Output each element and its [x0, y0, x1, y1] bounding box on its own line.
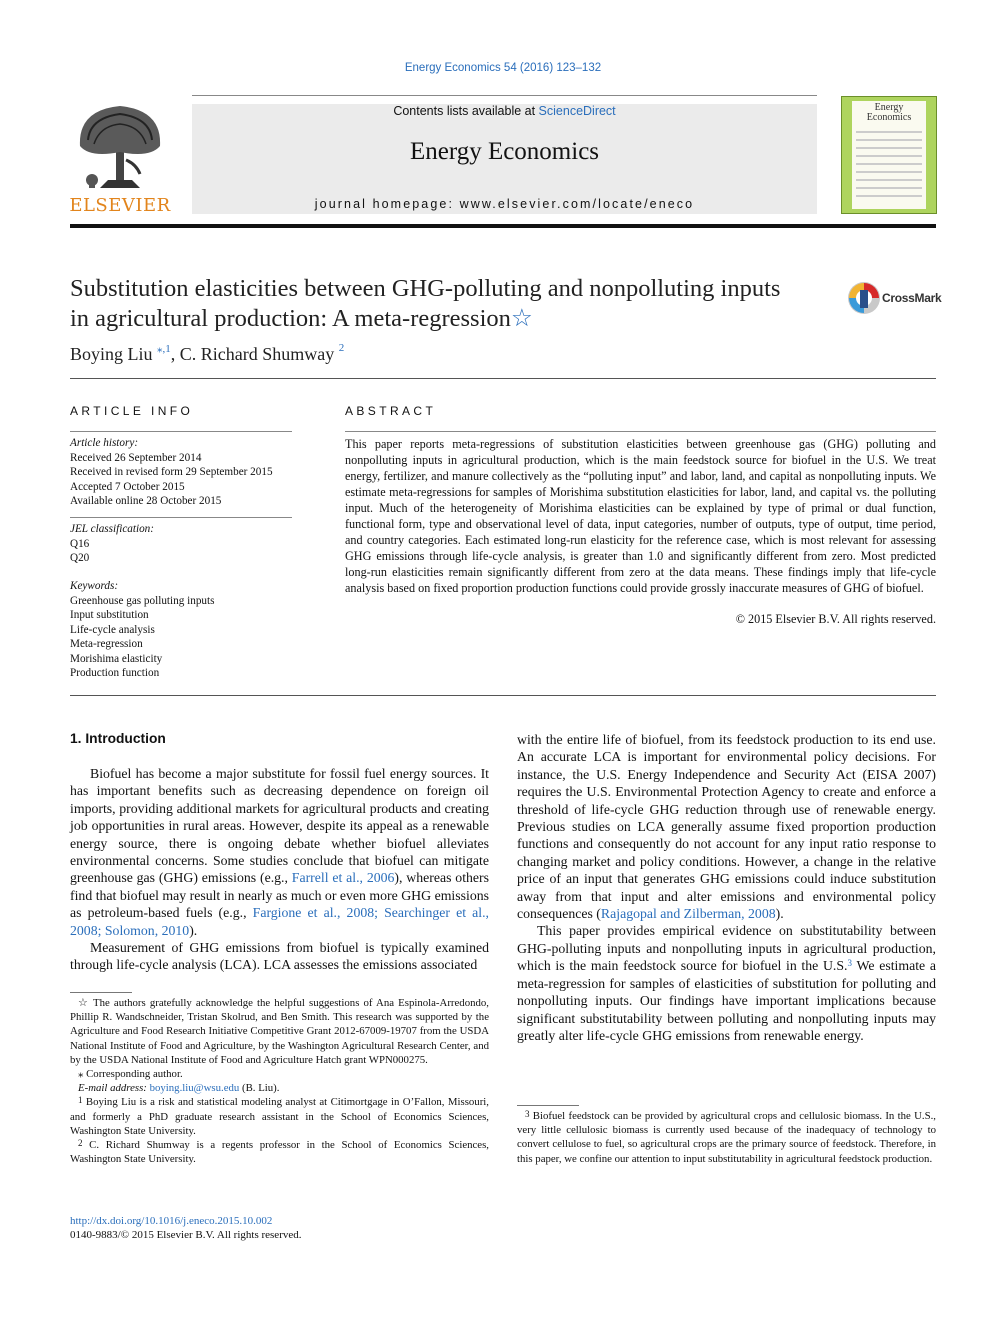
author-marks[interactable]: ⁎,1	[157, 343, 171, 355]
issn-copyright: 0140-9883/© 2015 Elsevier B.V. All rights reserved.	[70, 1229, 302, 1241]
sciencedirect-link[interactable]: ScienceDirect	[538, 104, 616, 118]
divider	[345, 431, 936, 432]
divider	[70, 378, 936, 379]
keyword: Input substitution	[70, 609, 149, 621]
keywords: Keywords: Greenhouse gas polluting inputs Input substitution Life-cycle analysis Meta-regression Morishima elasticity Production function	[70, 579, 292, 681]
abstract-copyright: © 2015 Elsevier B.V. All rights reserved.	[735, 612, 936, 626]
elsevier-wordmark: ELSEVIER	[69, 195, 171, 216]
keyword: Greenhouse gas polluting inputs	[70, 594, 215, 607]
footnote-rule	[70, 992, 132, 993]
keyword: Production function	[70, 667, 160, 679]
citation-link[interactable]: Fargione et al., 2008; Searchinger et al., 2008; Solomon, 2010	[70, 905, 489, 938]
abstract-text: This paper reports meta-regressions of substitution elasticities between greenhouse gas (GHG) polluting and nonpolluting inputs in agricultural production, which is the main feedstock source for biofuel in the U.S. We treat energy, fertilizer, and manure collectively as the “polluting input” and labor, land, and capital as nonpolluting inputs. We estimate meta-regressions for samples of Morishima substitution elasticities for labor, land, and capital vs. the polluting input. Much of the heterogeneity of Morishima elasticities can be explained by type of primal or dual function, functional form, type and observational level of data, input categories, number of outputs, type of output, time period, and country categories. Each estimated long-run elasticity for the reference case, which is most relevant for assessing GHG emissions through life-cycle analysis, is greater than 1.0 and significantly different from zero. Most predicted long-run elasticities remain significantly different from zero at the data means. These findings imply that life-cycle analysis based on fixed proportion production functions could provide grossly inaccurate measures of GHG of biofuel.	[345, 437, 936, 595]
paragraph: This paper provides empirical evidence on substitutability between GHG-polluting inputs and nonpolluting inputs in agricultural production, which is the main feedstock source for biofuel in the U.S.$^3$ We estimate a meta-regression for samples of elasticities of substitution for polluting and nonpolluting inputs. Our findings have important implications because significant substitutability between polluting and nonpolluting inputs may greatly alter life-cycle GHG emissions from renewable energy.	[517, 923, 936, 1043]
footnotes-right	[517, 1109, 936, 1166]
author-marks[interactable]: 2	[338, 342, 345, 354]
doi-link[interactable]: http://dx.doi.org/10.1016/j.eneco.2015.10.002	[70, 1215, 273, 1227]
citation-link[interactable]: Rajagopal and Zilberman, 2008	[600, 906, 776, 922]
journal-cover-thumbnail	[841, 96, 937, 214]
footnote: $^3$ Biofuel feedstock can be provided by agricultural crops and cellulosic biomass. In the U.S., very little cellulosic biomass is currently used because of the inadequacy of technology to convert cellulose to fuel, so agricultural crops are the primary source of feedstock. Therefore, in this paper, we confine our attention to input substitutability in agricultural feedstock production.	[517, 1109, 936, 1165]
author-name[interactable]: C. Richard Shumway	[179, 344, 335, 364]
keyword: Meta-regression	[70, 638, 143, 650]
cover-title: Energy Economics	[866, 102, 912, 123]
header-divider	[70, 224, 936, 228]
intro-left-column	[70, 765, 489, 974]
title-footnote-star[interactable]: ☆	[510, 305, 533, 332]
jel-classification: JEL classification: Q16 Q20	[70, 523, 155, 564]
section-heading: 1. Introduction	[70, 731, 166, 746]
author-list: Boying Liu $^{⁎,1}$, C. Richard Shumway $^2$	[70, 342, 345, 364]
keyword: Life-cycle analysis	[70, 623, 155, 636]
paragraph: with the entire life of biofuel, from its feedstock production to its end use. An accurate LCA is important for environmental policy decisions. For instance, the U.S. Energy Independence and Security Act (EISA 2007) requires the U.S. Environmental Protection Agency to create and enforce a threshold of life-cycle GHG reduction through use of renewable energy. Previous studies on LCA generally assume fixed proportion production functions and consequently do not account for any input ratio response to changing market and policy conditions. However, a change in the relative price of an input that generates GHG emissions could induce substitution away from that input and alter emissions and environmental policy consequences (Rajagopal and Zilberman, 2008).	[517, 732, 936, 922]
author-name[interactable]: Boying Liu	[70, 344, 153, 364]
divider	[70, 517, 292, 518]
email-link[interactable]: boying.liu@wsu.edu	[149, 1082, 240, 1095]
footnote: ⁎ Corresponding author.	[78, 1068, 183, 1081]
keyword: Morishima elasticity	[70, 652, 163, 665]
footnote: E-mail address: boying.liu@wsu.edu (B. Liu).	[78, 1082, 280, 1095]
journal-name: Energy Economics	[409, 138, 600, 165]
divider	[70, 695, 936, 696]
footnote: $^1$ Boying Liu is a risk and statistical modeling analyst at Citimortgage in O’Fallon, Missouri, and formerly a PhD graduate research assistant in the School of Economics Sciences, Washington State University.	[70, 1095, 489, 1137]
abstract-heading: ABSTRACT	[345, 404, 437, 418]
journal-citation[interactable]: Energy Economics 54 (2016) 123–132	[404, 62, 602, 74]
footnote-rule	[517, 1105, 579, 1106]
article-history: Article history: Received 26 September 2014 Received in revised form 29 September 2015 Accepted 7 October 2015 Available online 28 October 2015	[70, 437, 273, 507]
paragraph: Biofuel has become a major substitute for fossil fuel energy sources. It has important benefits such as decreasing dependence on foreign oil imports, providing additional markets for agricultural products and creating job opportunities in rural areas. However, despite its appeal as a renewable energy source, there is ongoing debate whether biofuel alleviates environmental concerns. Some studies conclude that biofuel can mitigate greenhouse gas (GHG) emissions (e.g., Farrell et al., 2006), whereas others find that biofuel may result in nearly as much or even more GHG emissions as petroleum-based fuels (e.g., Fargione et al., 2008; Searchinger et al., 2008; Solomon, 2010).	[70, 766, 490, 938]
crossmark-label: CrossMark	[882, 291, 942, 305]
journal-homepage[interactable]: journal homepage: www.elsevier.com/locate/eneco	[314, 197, 695, 211]
divider	[70, 431, 292, 432]
footnotes-left	[70, 996, 489, 1166]
article-info-heading: ARTICLE INFO	[70, 404, 194, 418]
intro-right-column	[517, 731, 936, 1044]
paragraph: Measurement of GHG emissions from biofuel is typically examined through life-cycle analysis (LCA). LCA assesses the emissions associated	[70, 940, 489, 973]
footnote: ☆ The authors gratefully acknowledge the helpful suggestions of Ana Espinola-Arredondo, Phillip R. Wandschneider, Tristan Skolrud, and Ben Smith. This research was supported by the Agriculture and Food Research Initiative Competitive Grant 2012-67009-19707 from the USDA National Institute of Food and Agriculture, by the Washington Agricultural Research Center, and by the USDA National Institute of Food and Agriculture Hatch grant WPN000275.	[70, 997, 489, 1066]
contents-line: Contents lists available at ScienceDirect	[393, 104, 616, 118]
citation-link[interactable]: Farrell et al., 2006	[291, 870, 395, 886]
footnote: $^2$ C. Richard Shumway is a regents professor in the School of Economics Sciences, Washington State University.	[70, 1138, 489, 1166]
header-top-rule	[192, 95, 817, 96]
footnote-ref[interactable]: 3	[847, 958, 853, 969]
article-title: Substitution elasticities between GHG-polluting and nonpolluting inputs in agricultural production: A meta-regression☆	[70, 275, 781, 332]
